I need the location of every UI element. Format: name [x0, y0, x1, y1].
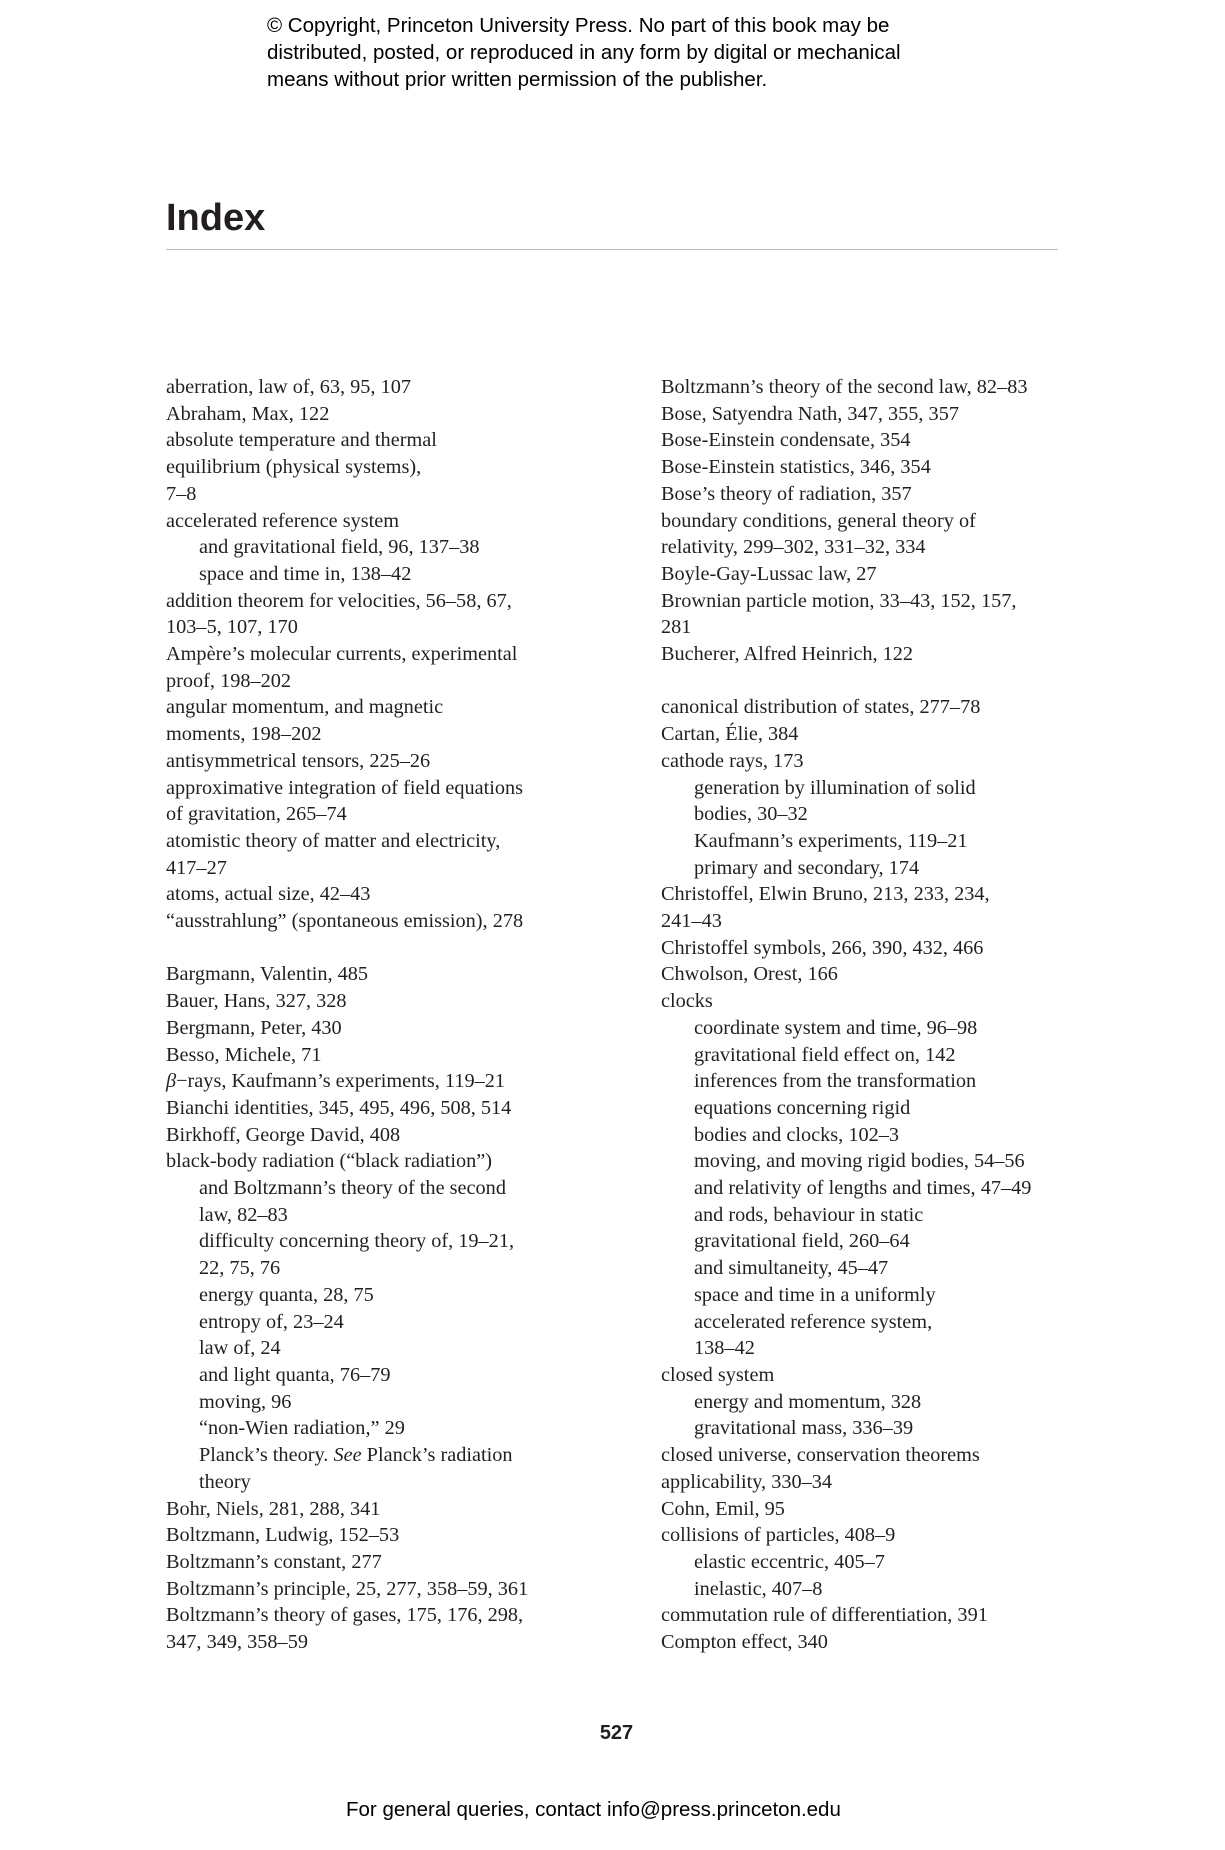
index-entry-line: and light quanta, 76–79 — [199, 1364, 391, 1386]
index-entry-line: moving, and moving rigid bodies, 54–56 — [694, 1150, 1025, 1173]
index-entry-line: Chwolson, Orest, 166 — [661, 963, 838, 986]
index-entry-line: canonical distribution of states, 277–78 — [661, 696, 981, 719]
index-entry — [661, 694, 1066, 721]
index-entry-line: 241–43 — [661, 910, 722, 933]
index-entry-line: space and time in, 138–42 — [199, 562, 412, 585]
copyright-line: means without prior written permission of the publisher. — [267, 68, 768, 91]
index-entry-line: applicability, 330–34 — [661, 1470, 833, 1493]
index-entry-line: closed system — [661, 1364, 775, 1386]
index-entry-line: law of, 24 — [199, 1337, 281, 1360]
index-subentry — [661, 1148, 1066, 1175]
index-entry — [166, 881, 596, 908]
copyright-line: distributed, posted, or reproduced in any form by digital or mechanical — [267, 41, 901, 64]
index-entry-line: Bohr, Niels, 281, 288, 341 — [166, 1497, 381, 1520]
index-entry — [166, 427, 596, 507]
index-entry-line: 7–8 — [166, 482, 197, 505]
index-entry-line: Bose’s theory of radiation, 357 — [661, 482, 912, 505]
index-entry-line: clocks — [661, 990, 713, 1013]
index-entry-line: Planck’s theory. See Planck’s radiation — [199, 1444, 513, 1467]
index-entry — [661, 641, 1066, 668]
footer-contact-note: For general queries, contact info@press.princeton.edu — [346, 1798, 841, 1821]
title-divider — [166, 249, 1058, 250]
index-entry — [661, 1496, 1066, 1523]
index-entry-line: Bianchi identities, 345, 495, 496, 508, 514 — [166, 1096, 512, 1119]
index-entry-line: and rods, behaviour in static — [694, 1203, 924, 1226]
index-entry — [166, 748, 596, 775]
index-subentry — [166, 1389, 596, 1416]
index-entry-line: and gravitational field, 96, 137–38 — [199, 536, 480, 559]
index-entry — [166, 641, 596, 694]
index-entry-line: Bose, Satyendra Nath, 347, 355, 357 — [661, 402, 959, 425]
index-entry — [166, 694, 596, 747]
index-entry — [661, 988, 1066, 1015]
index-subentry — [661, 1549, 1066, 1576]
index-entry — [166, 1576, 596, 1603]
index-subentry — [661, 1042, 1066, 1069]
index-entry — [661, 427, 1066, 454]
index-entry-line: equilibrium (physical systems), — [166, 456, 422, 479]
index-subentry — [661, 1015, 1066, 1042]
index-entry-line: bodies, 30–32 — [694, 803, 808, 826]
index-subentry — [661, 1068, 1066, 1148]
index-subentry — [166, 561, 596, 588]
index-entry-line: Kaufmann’s experiments, 119–21 — [694, 829, 968, 852]
index-subentry — [661, 1202, 1066, 1255]
index-entry-line: aberration, law of, 63, 95, 107 — [166, 376, 411, 398]
index-entry-line: approximative integration of field equations — [166, 776, 524, 799]
index-entry-line: 417–27 — [166, 856, 227, 879]
index-entry-line: 347, 349, 358–59 — [166, 1631, 308, 1654]
index-entry-line: and Boltzmann’s theory of the second — [199, 1177, 506, 1200]
index-entry — [166, 988, 596, 1015]
index-entry-line: and relativity of lengths and times, 47–49 — [694, 1177, 1032, 1200]
index-entry-line: commutation rule of differentiation, 391 — [661, 1604, 988, 1627]
index-entry-line: angular momentum, and magnetic — [166, 696, 444, 719]
index-subentry — [661, 1576, 1066, 1603]
index-entry-line: Boltzmann’s constant, 277 — [166, 1550, 382, 1573]
index-entry-line: energy and momentum, 328 — [694, 1390, 922, 1413]
index-entry — [661, 748, 1066, 775]
index-entry-line: law, 82–83 — [199, 1203, 288, 1226]
index-entry-line: antisymmetrical tensors, 225–26 — [166, 749, 431, 772]
index-subentry — [661, 1175, 1066, 1202]
index-entry-line: Brownian particle motion, 33–43, 152, 157, — [661, 589, 1017, 612]
index-entry-line: accelerated reference system — [166, 509, 400, 532]
index-entry-line: Bauer, Hans, 327, 328 — [166, 990, 347, 1013]
index-entry-line: closed universe, conservation theorems — [661, 1444, 980, 1467]
index-entry — [166, 1042, 596, 1069]
index-entry-line: “non-Wien radiation,” 29 — [199, 1417, 405, 1440]
index-entry — [661, 961, 1066, 988]
index-entry-line: Bose-Einstein condensate, 354 — [661, 429, 911, 452]
index-entry — [661, 1629, 1066, 1656]
index-entry-line: Abraham, Max, 122 — [166, 402, 330, 425]
index-entry — [661, 481, 1066, 508]
index-section-gap — [661, 668, 1066, 695]
index-entry-line: Cohn, Emil, 95 — [661, 1497, 785, 1520]
index-entry-line: boundary conditions, general theory of — [661, 509, 976, 532]
index-entry-line: space and time in a uniformly — [694, 1283, 936, 1306]
index-entry — [166, 775, 596, 828]
index-entry-line: coordinate system and time, 96–98 — [694, 1016, 978, 1039]
index-entry-line: 103–5, 107, 170 — [166, 616, 298, 639]
index-subentry — [166, 534, 596, 561]
index-entry-line: Cartan, Élie, 384 — [661, 723, 799, 746]
index-entry — [661, 1362, 1066, 1389]
index-entry — [661, 588, 1066, 641]
index-entry — [661, 721, 1066, 748]
index-entry-line: Boltzmann’s theory of the second law, 82–83 — [661, 376, 1028, 398]
index-entry-line: black-body radiation (“black radiation”) — [166, 1150, 493, 1173]
index-entry-line: Birkhoff, George David, 408 — [166, 1123, 401, 1146]
index-entry — [166, 1122, 596, 1149]
index-entry-line: primary and secondary, 174 — [694, 856, 920, 879]
index-entry-line: theory — [199, 1470, 251, 1493]
index-entry-line: 138–42 — [694, 1337, 755, 1360]
index-entry-line: moments, 198–202 — [166, 723, 322, 746]
index-entry — [661, 454, 1066, 481]
page-number: 527 — [599, 1722, 634, 1744]
index-entry-line: gravitational field effect on, 142 — [694, 1043, 956, 1066]
index-subentry — [661, 775, 1066, 828]
copyright-notice — [267, 12, 1027, 93]
index-entry-line: atomistic theory of matter and electricity, — [166, 829, 501, 852]
index-entry-line: equations concerning rigid — [694, 1096, 911, 1119]
index-entry-line: gravitational mass, 336–39 — [694, 1417, 914, 1440]
index-entry — [166, 908, 596, 935]
index-column-left — [166, 374, 596, 1656]
index-entry-line: energy quanta, 28, 75 — [199, 1283, 374, 1306]
index-entry-line: addition theorem for velocities, 56–58, 67, — [166, 589, 512, 612]
index-entry-line: Christoffel symbols, 266, 390, 432, 466 — [661, 936, 984, 959]
index-entry — [661, 935, 1066, 962]
index-entry — [166, 588, 596, 641]
index-entry — [166, 1068, 596, 1095]
index-entry-line: moving, 96 — [199, 1390, 292, 1413]
index-entry-line: of gravitation, 265–74 — [166, 803, 347, 826]
index-subentry — [166, 1175, 596, 1228]
index-entry-line: proof, 198–202 — [166, 669, 292, 692]
index-entry-line: “ausstrahlung” (spontaneous emission), 278 — [166, 910, 524, 933]
index-entry — [661, 1602, 1066, 1629]
index-subentry — [166, 1309, 596, 1336]
index-entry-line: gravitational field, 260–64 — [694, 1230, 910, 1253]
index-subentry — [166, 1282, 596, 1309]
index-subentry — [166, 1415, 596, 1442]
index-entry — [166, 1095, 596, 1122]
index-entry-line: collisions of particles, 408–9 — [661, 1524, 896, 1547]
index-entry-line: atoms, actual size, 42–43 — [166, 883, 371, 906]
index-entry-line: and simultaneity, 45–47 — [694, 1257, 889, 1280]
index-section-gap — [166, 935, 596, 962]
index-entry — [661, 508, 1066, 561]
index-entry — [166, 1522, 596, 1549]
index-entry-line: elastic eccentric, 405–7 — [694, 1550, 885, 1573]
index-entry — [166, 1549, 596, 1576]
index-entry-line: absolute temperature and thermal — [166, 429, 437, 452]
index-entry-line: Ampère’s molecular currents, experimental — [166, 643, 518, 666]
index-entry — [661, 1442, 1066, 1495]
index-entry-line: Besso, Michele, 71 — [166, 1043, 322, 1066]
index-subentry — [661, 1389, 1066, 1416]
index-entry — [166, 1496, 596, 1523]
index-entry-line: entropy of, 23–24 — [199, 1310, 344, 1333]
index-entry-line: generation by illumination of solid — [694, 776, 976, 799]
index-entry — [661, 401, 1066, 428]
index-entry — [166, 1015, 596, 1042]
index-entry-line: difficulty concerning theory of, 19–21, — [199, 1230, 515, 1253]
index-entry-line: 281 — [661, 616, 692, 639]
index-entry-line: 22, 75, 76 — [199, 1257, 281, 1280]
index-entry — [166, 1602, 596, 1655]
index-entry-line: Boltzmann’s principle, 25, 277, 358–59, 361 — [166, 1577, 529, 1600]
index-entry-line: cathode rays, 173 — [661, 749, 804, 772]
index-entry-line: Boltzmann’s theory of gases, 175, 176, 298, — [166, 1604, 524, 1627]
index-entry-line: Boyle-Gay-Lussac law, 27 — [661, 562, 877, 585]
index-subentry — [661, 1282, 1066, 1362]
index-entry-line: accelerated reference system, — [694, 1310, 933, 1333]
index-subentry — [166, 1362, 596, 1389]
index-entry-line: β−rays, Kaufmann’s experiments, 119–21 — [166, 1070, 506, 1093]
index-entry — [166, 1148, 596, 1175]
index-entry-line: Bergmann, Peter, 430 — [166, 1016, 342, 1039]
index-subentry — [166, 1442, 596, 1495]
index-entry-line: bodies and clocks, 102–3 — [694, 1123, 900, 1146]
index-entry-line: Christoffel, Elwin Bruno, 213, 233, 234, — [661, 883, 990, 906]
index-entry-line: Bose-Einstein statistics, 346, 354 — [661, 456, 931, 479]
page-title: Index — [166, 197, 266, 239]
index-entry — [166, 961, 596, 988]
index-entry-line: Bucherer, Alfred Heinrich, 122 — [661, 643, 914, 666]
index-entry — [166, 508, 596, 535]
index-subentry — [661, 855, 1066, 882]
index-entry-line: Bargmann, Valentin, 485 — [166, 963, 369, 986]
index-entry — [166, 401, 596, 428]
index-entry-line: Compton effect, 340 — [661, 1631, 828, 1654]
index-entry-line: inferences from the transformation — [694, 1070, 977, 1093]
index-subentry — [661, 1415, 1066, 1442]
index-entry — [661, 1522, 1066, 1549]
index-entry — [166, 374, 596, 401]
index-subentry — [166, 1335, 596, 1362]
index-entry — [661, 561, 1066, 588]
index-subentry — [661, 1255, 1066, 1282]
copyright-line: © Copyright, Princeton University Press. No part of this book may be — [267, 14, 890, 37]
index-entry — [661, 374, 1066, 401]
index-entry-line: relativity, 299–302, 331–32, 334 — [661, 536, 926, 559]
index-column-right — [661, 374, 1066, 1656]
index-entry — [661, 881, 1066, 934]
index-entry — [166, 828, 596, 881]
index-entry-line: Boltzmann, Ludwig, 152–53 — [166, 1524, 400, 1547]
index-subentry — [661, 828, 1066, 855]
index-subentry — [166, 1228, 596, 1281]
index-entry-line: inelastic, 407–8 — [694, 1577, 823, 1600]
